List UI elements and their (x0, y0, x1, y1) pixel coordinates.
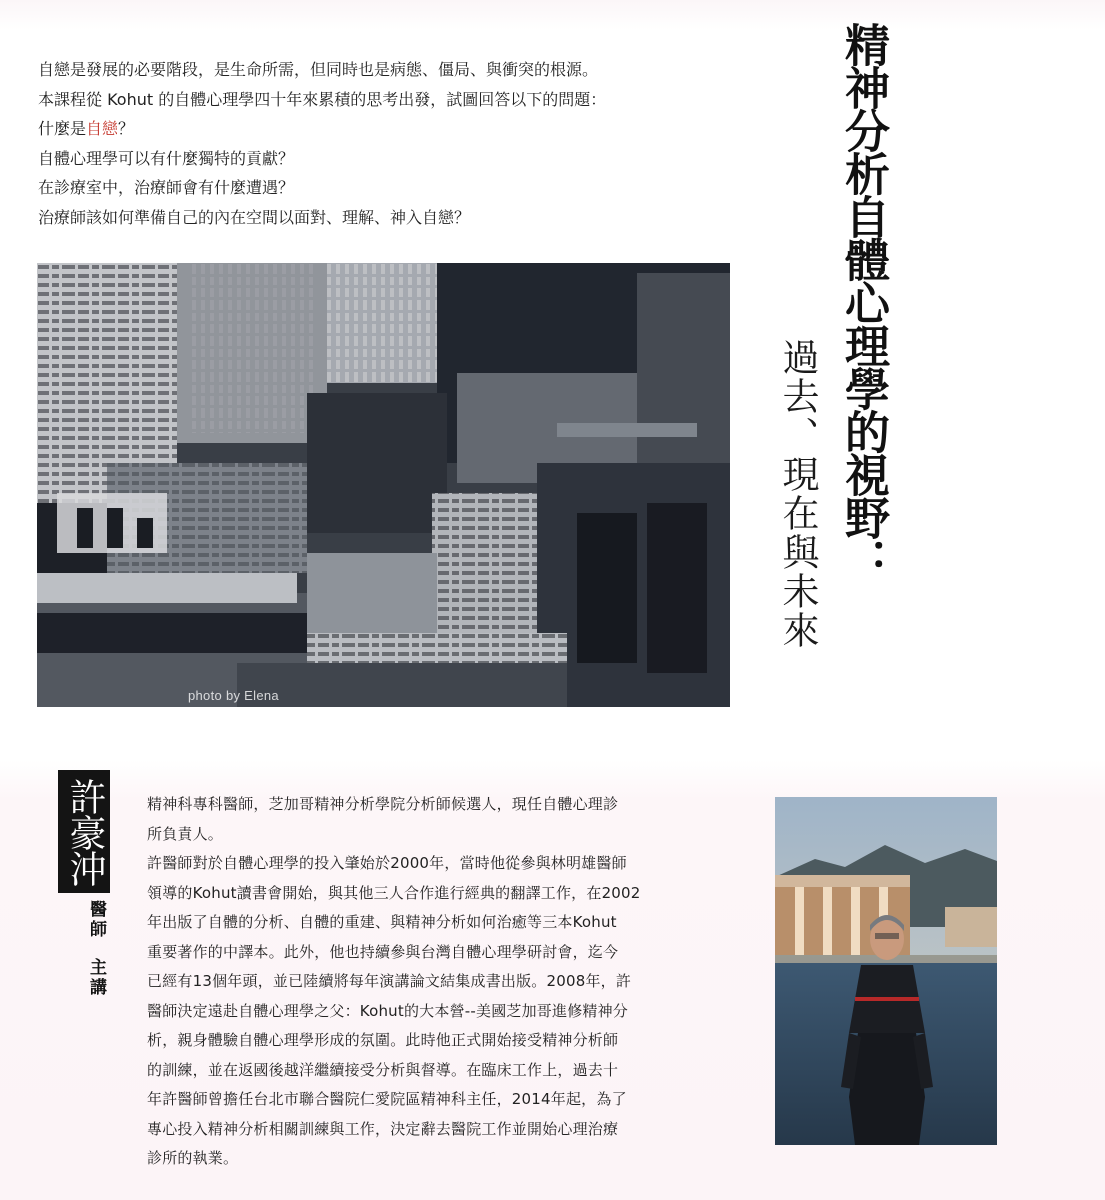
speaker-role-action: 主講 (86, 958, 106, 998)
intro-text (38, 55, 738, 232)
intro-question-prefix: 什麼是 (38, 119, 87, 138)
intro-line: 自體心理學可以有什麼獨特的貢獻？ (38, 148, 295, 168)
speaker-role-title: 醫師 (86, 900, 106, 940)
intro-line: 本課程從 Kohut 的自體心理學四十年來累積的思考出發，試圖回答以下的問題： (38, 89, 607, 109)
bio-line: 已經有13個年頭，並已陸續將每年演講論文結集成書出版。2008年，許 (147, 972, 632, 990)
speaker-portrait-photo (775, 797, 997, 1145)
bio-line: 許醫師對於自體心理學的投入肇始於2000年，當時他從參與林明雄醫師 (147, 854, 627, 872)
bio-line: 年許醫師曾擔任台北市聯合醫院仁愛院區精神科主任，2014年起，為了 (147, 1090, 627, 1108)
photo-credit: photo by Elena (188, 688, 279, 703)
intro-line: 自戀是發展的必要階段，是生命所需，但同時也是病態、僵局、與衝突的根源。 (38, 60, 599, 79)
intro-line (38, 114, 738, 144)
bio-line: 重要著作的中譯本。此外，他也持續參與台灣自體心理學研討會，迄今 (147, 942, 619, 961)
intro-line: 在診療室中，治療師會有什麼遭遇？ (38, 178, 295, 197)
bio-line: 診所的執業。 (147, 1149, 239, 1167)
narcissism-highlight: 自戀 (86, 119, 119, 138)
bio-line: 醫師決定遠赴自體心理學之父：Kohut的大本營--美國芝加哥進修精神分 (147, 1001, 628, 1020)
intro-line: 治療師該如何準備自己的內在空間以面對、理解、神入自戀？ (38, 207, 471, 227)
speaker-bio (147, 790, 727, 1174)
bio-line: 的訓練，並在返國後越洋繼續接受分析與督導。在臨床工作上，過去十 (147, 1060, 619, 1079)
bio-line: 析，親身體驗自體心理學形成的氛圍。此時他正式開始接受精神分析師 (147, 1031, 619, 1049)
bio-line: 所負責人。 (147, 824, 224, 843)
speaker-name: 許豪沖 (58, 770, 110, 893)
bio-line: 年出版了自體的分析、自體的重建、與精神分析如何治癒等三本Kohut (147, 913, 617, 931)
newspaper-collage-image (37, 263, 730, 707)
bio-line: 領導的Kohut讀書會開始，與其他三人合作進行經典的翻譯工作，在2002 (147, 883, 641, 902)
main-title: 精神分析自體心理學的視野： (837, 22, 890, 581)
intro-question-suffix: ？ (118, 119, 135, 138)
bio-line: 精神科專科醫師，芝加哥精神分析學院分析師候選人，現任自體心理診 (147, 795, 619, 813)
bio-line: 專心投入精神分析相關訓練與工作，決定辭去醫院工作並開始心理治療 (147, 1119, 619, 1138)
sub-title: 過去、現在與未來 (776, 338, 819, 650)
